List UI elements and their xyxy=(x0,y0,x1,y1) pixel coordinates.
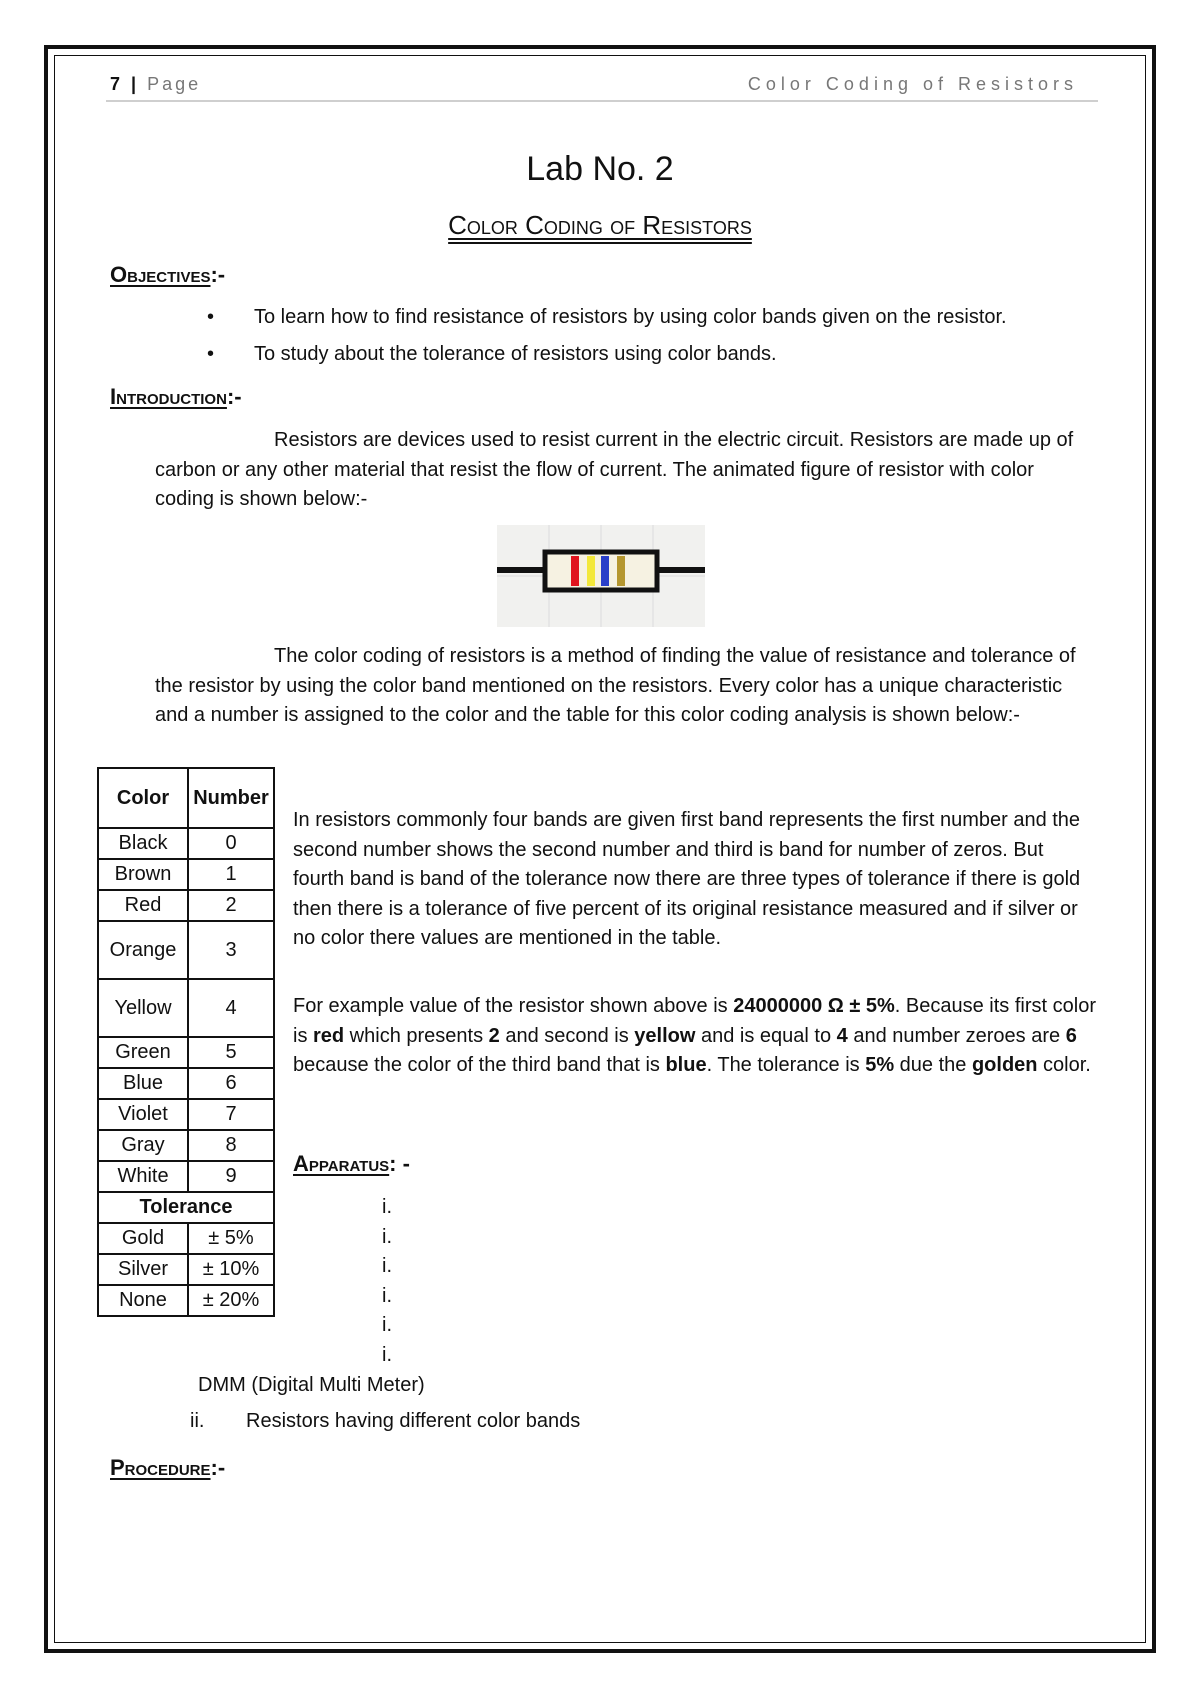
color-code-table xyxy=(97,767,275,1317)
color-name-cell: Brown xyxy=(98,859,188,890)
objective-item: To learn how to find resistance of resistors by using color bands given on the resistor. xyxy=(254,306,1007,328)
list-marker: i. xyxy=(382,1285,392,1307)
table-row xyxy=(98,890,274,921)
tolerance-value-cell: ± 10% xyxy=(188,1254,274,1285)
color-name-cell: Violet xyxy=(98,1099,188,1130)
color-name-cell: Green xyxy=(98,1037,188,1068)
color-name-cell: White xyxy=(98,1161,188,1192)
table-row xyxy=(98,1037,274,1068)
resistor-band-1 xyxy=(571,556,579,586)
color-name-cell: Gray xyxy=(98,1130,188,1161)
table-header-number: Number xyxy=(188,768,274,828)
table-row xyxy=(98,979,274,1037)
bullet-marker: • xyxy=(207,306,215,328)
page-subtitle: Color Coding of Resistors xyxy=(448,210,752,240)
page-title: Lab No. 2 xyxy=(526,150,674,188)
list-marker: i. xyxy=(382,1344,392,1366)
table-header-color: Color xyxy=(98,768,188,828)
color-number-cell: 9 xyxy=(188,1161,274,1192)
apparatus-heading: Apparatus: - xyxy=(293,1151,410,1176)
color-number-cell: 8 xyxy=(188,1130,274,1161)
table-row xyxy=(98,1161,274,1192)
color-number-cell: 5 xyxy=(188,1037,274,1068)
resistor-band-2 xyxy=(587,556,595,586)
table-row xyxy=(98,1099,274,1130)
apparatus-item-dmm: DMM (Digital Multi Meter) xyxy=(198,1374,425,1396)
apparatus-item-marker: ii. xyxy=(190,1410,205,1432)
tolerance-color-cell: Gold xyxy=(98,1223,188,1254)
color-number-cell: 1 xyxy=(188,859,274,890)
resistor-band-4 xyxy=(617,556,625,586)
table-row xyxy=(98,1130,274,1161)
color-number-cell: 3 xyxy=(188,921,274,979)
color-name-cell: Black xyxy=(98,828,188,859)
objectives-heading: Objectives:- xyxy=(110,262,226,287)
table-row xyxy=(98,859,274,890)
color-name-cell: Orange xyxy=(98,921,188,979)
tolerance-row xyxy=(98,1254,274,1285)
color-number-cell: 6 xyxy=(188,1068,274,1099)
objective-item: To study about the tolerance of resistors using color bands. xyxy=(254,343,777,365)
list-marker: i. xyxy=(382,1314,392,1336)
color-number-cell: 0 xyxy=(188,828,274,859)
introduction-heading: Introduction:- xyxy=(110,384,242,409)
color-number-cell: 2 xyxy=(188,890,274,921)
intro-paragraph: Resistors are devices used to resist current in the electric circuit. Resistors are made up of carbon or any other material that resist the flow of current. The animated figure of resistor with color coding is shown below:- xyxy=(155,429,1074,510)
example-paragraph: For example value of the resistor shown above is 24000000 Ω ± 5%. Because its first color is red which presents 2 and second is yellow and is equal to 4 and number zeroes are 6 because the color of the third band that is blue. The tolerance is 5% due the golden color. xyxy=(293,995,1096,1077)
color-name-cell: Red xyxy=(98,890,188,921)
color-number-cell: 7 xyxy=(188,1099,274,1130)
running-title: Color Coding of Resistors xyxy=(747,74,1078,94)
coding-paragraph: The color coding of resistors is a method of finding the value of resistance and tolerance of the resistor by using the color band mentioned on the resistors. Every color has a unique characteristic and a number is assigned to the color and the table for this color coding analysis is shown below:- xyxy=(155,645,1076,726)
tolerance-color-cell: Silver xyxy=(98,1254,188,1285)
procedure-heading: Procedure:- xyxy=(110,1455,226,1480)
tolerance-value-cell: ± 5% xyxy=(188,1223,274,1254)
table-row xyxy=(98,921,274,979)
table-row xyxy=(98,1068,274,1099)
tolerance-color-cell: None xyxy=(98,1285,188,1316)
header-rule xyxy=(106,100,1098,102)
color-number-cell: 4 xyxy=(188,979,274,1037)
table-row xyxy=(98,828,274,859)
tolerance-value-cell: ± 20% xyxy=(188,1285,274,1316)
resistor-band-3 xyxy=(601,556,609,586)
list-marker: i. xyxy=(382,1255,392,1277)
color-name-cell: Blue xyxy=(98,1068,188,1099)
tolerance-row xyxy=(98,1285,274,1316)
tolerance-header-row xyxy=(98,1192,274,1223)
resistor-figure xyxy=(497,525,705,627)
tolerance-header: Tolerance xyxy=(98,1192,274,1223)
page-number-header: 7 | Page xyxy=(110,74,202,94)
list-marker: i. xyxy=(382,1196,392,1218)
color-name-cell: Yellow xyxy=(98,979,188,1037)
list-marker: i. xyxy=(382,1226,392,1248)
bullet-marker: • xyxy=(207,343,215,365)
table-header-row xyxy=(98,768,274,828)
apparatus-item-resistors: Resistors having different color bands xyxy=(246,1410,581,1432)
tolerance-row xyxy=(98,1223,274,1254)
bands-paragraph: In resistors commonly four bands are given first band represents the first number and the second number shows the second number and third is band for number of zeros. But fourth band is band of the tolerance now there are three types of tolerance if there is gold then there is a tolerance of five percent of its original resistance measured and if silver or no color there values are mentioned in the table. xyxy=(293,809,1081,950)
